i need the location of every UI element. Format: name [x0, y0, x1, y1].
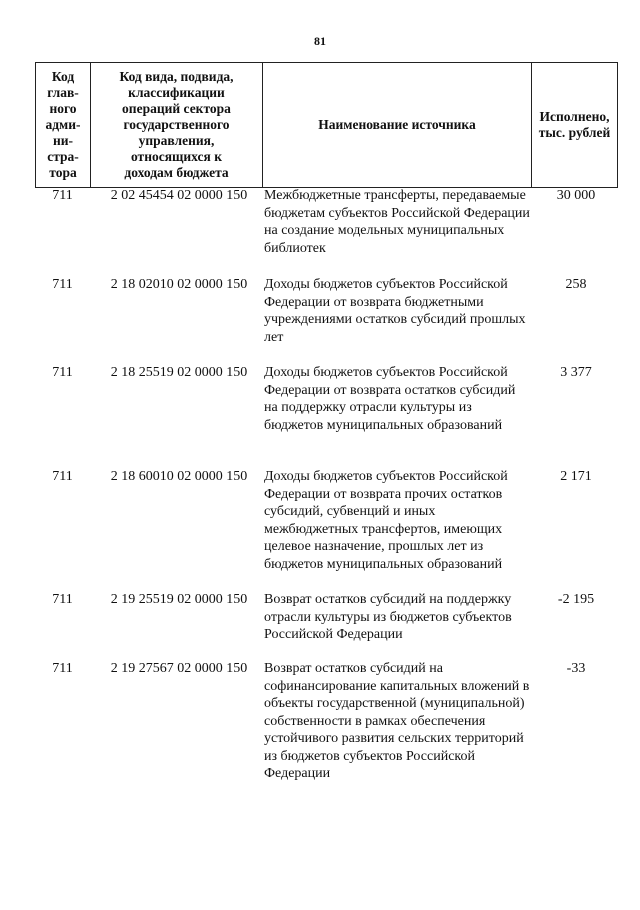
admin-code: 711	[52, 277, 73, 292]
classification-code: 2 02 45454 02 0000 150	[110, 188, 248, 203]
admin-code: 711	[52, 365, 73, 380]
source-name: Доходы бюджетов субъектов Российской Федерации от возврата остатков субсидий на поддержку отрасли культуры из бюджетов муниципальных образований	[264, 365, 516, 433]
classification-code: 2 18 02010 02 0000 150	[110, 277, 248, 292]
executed-amount: -33	[566, 661, 586, 676]
source-name: Возврат остатков субсидий на поддержку отрасли культуры из бюджетов субъектов Российской Федерации	[264, 592, 512, 642]
executed-amount: -2 195	[557, 592, 595, 607]
source-name: Доходы бюджетов субъектов Российской Федерации от возврата прочих остатков субсидий, субвенций и иных межбюджетных трансфертов, имеющих целевое назначение, прошлых лет из бюджетов муниципальных образований	[264, 469, 508, 572]
header-classification-code: Код вида, подвида, классификации операций сектора государственного управления, относящихся к доходам бюджета	[91, 63, 263, 188]
header-source-name: Наименование источника	[263, 63, 532, 188]
admin-code: 711	[52, 469, 73, 484]
classification-code: 2 19 25519 02 0000 150	[110, 592, 248, 607]
executed-amount: 258	[565, 277, 587, 292]
admin-code: 711	[52, 188, 73, 203]
source-name: Доходы бюджетов субъектов Российской Федерации от возврата бюджетными учреждениями остатков субсидий прошлых лет	[264, 277, 526, 345]
classification-code: 2 18 25519 02 0000 150	[110, 365, 248, 380]
header-admin-code: Код глав- ного адми- ни- стра- тора	[36, 63, 91, 188]
table-header	[35, 62, 618, 188]
header-executed-amount: Исполнено, тыс. рублей	[532, 63, 618, 188]
executed-amount: 30 000	[556, 188, 596, 203]
executed-amount: 3 377	[560, 365, 592, 380]
executed-amount: 2 171	[560, 469, 592, 484]
classification-code: 2 18 60010 02 0000 150	[110, 469, 248, 484]
page-number: 81	[314, 34, 326, 48]
source-name: Межбюджетные трансферты, передаваемые бюджетам субъектов Российской Федерации на создание модельных муниципальных библиотек	[264, 188, 530, 256]
admin-code: 711	[52, 592, 73, 607]
admin-code: 711	[52, 661, 73, 676]
source-name: Возврат остатков субсидий на софинансирование капитальных вложений в объекты государственной (муниципальной) собственности в рамках обеспечения устойчивого развития сельских территорий из бюджетов субъектов Российской Федерации	[264, 661, 530, 781]
classification-code: 2 19 27567 02 0000 150	[110, 661, 248, 676]
